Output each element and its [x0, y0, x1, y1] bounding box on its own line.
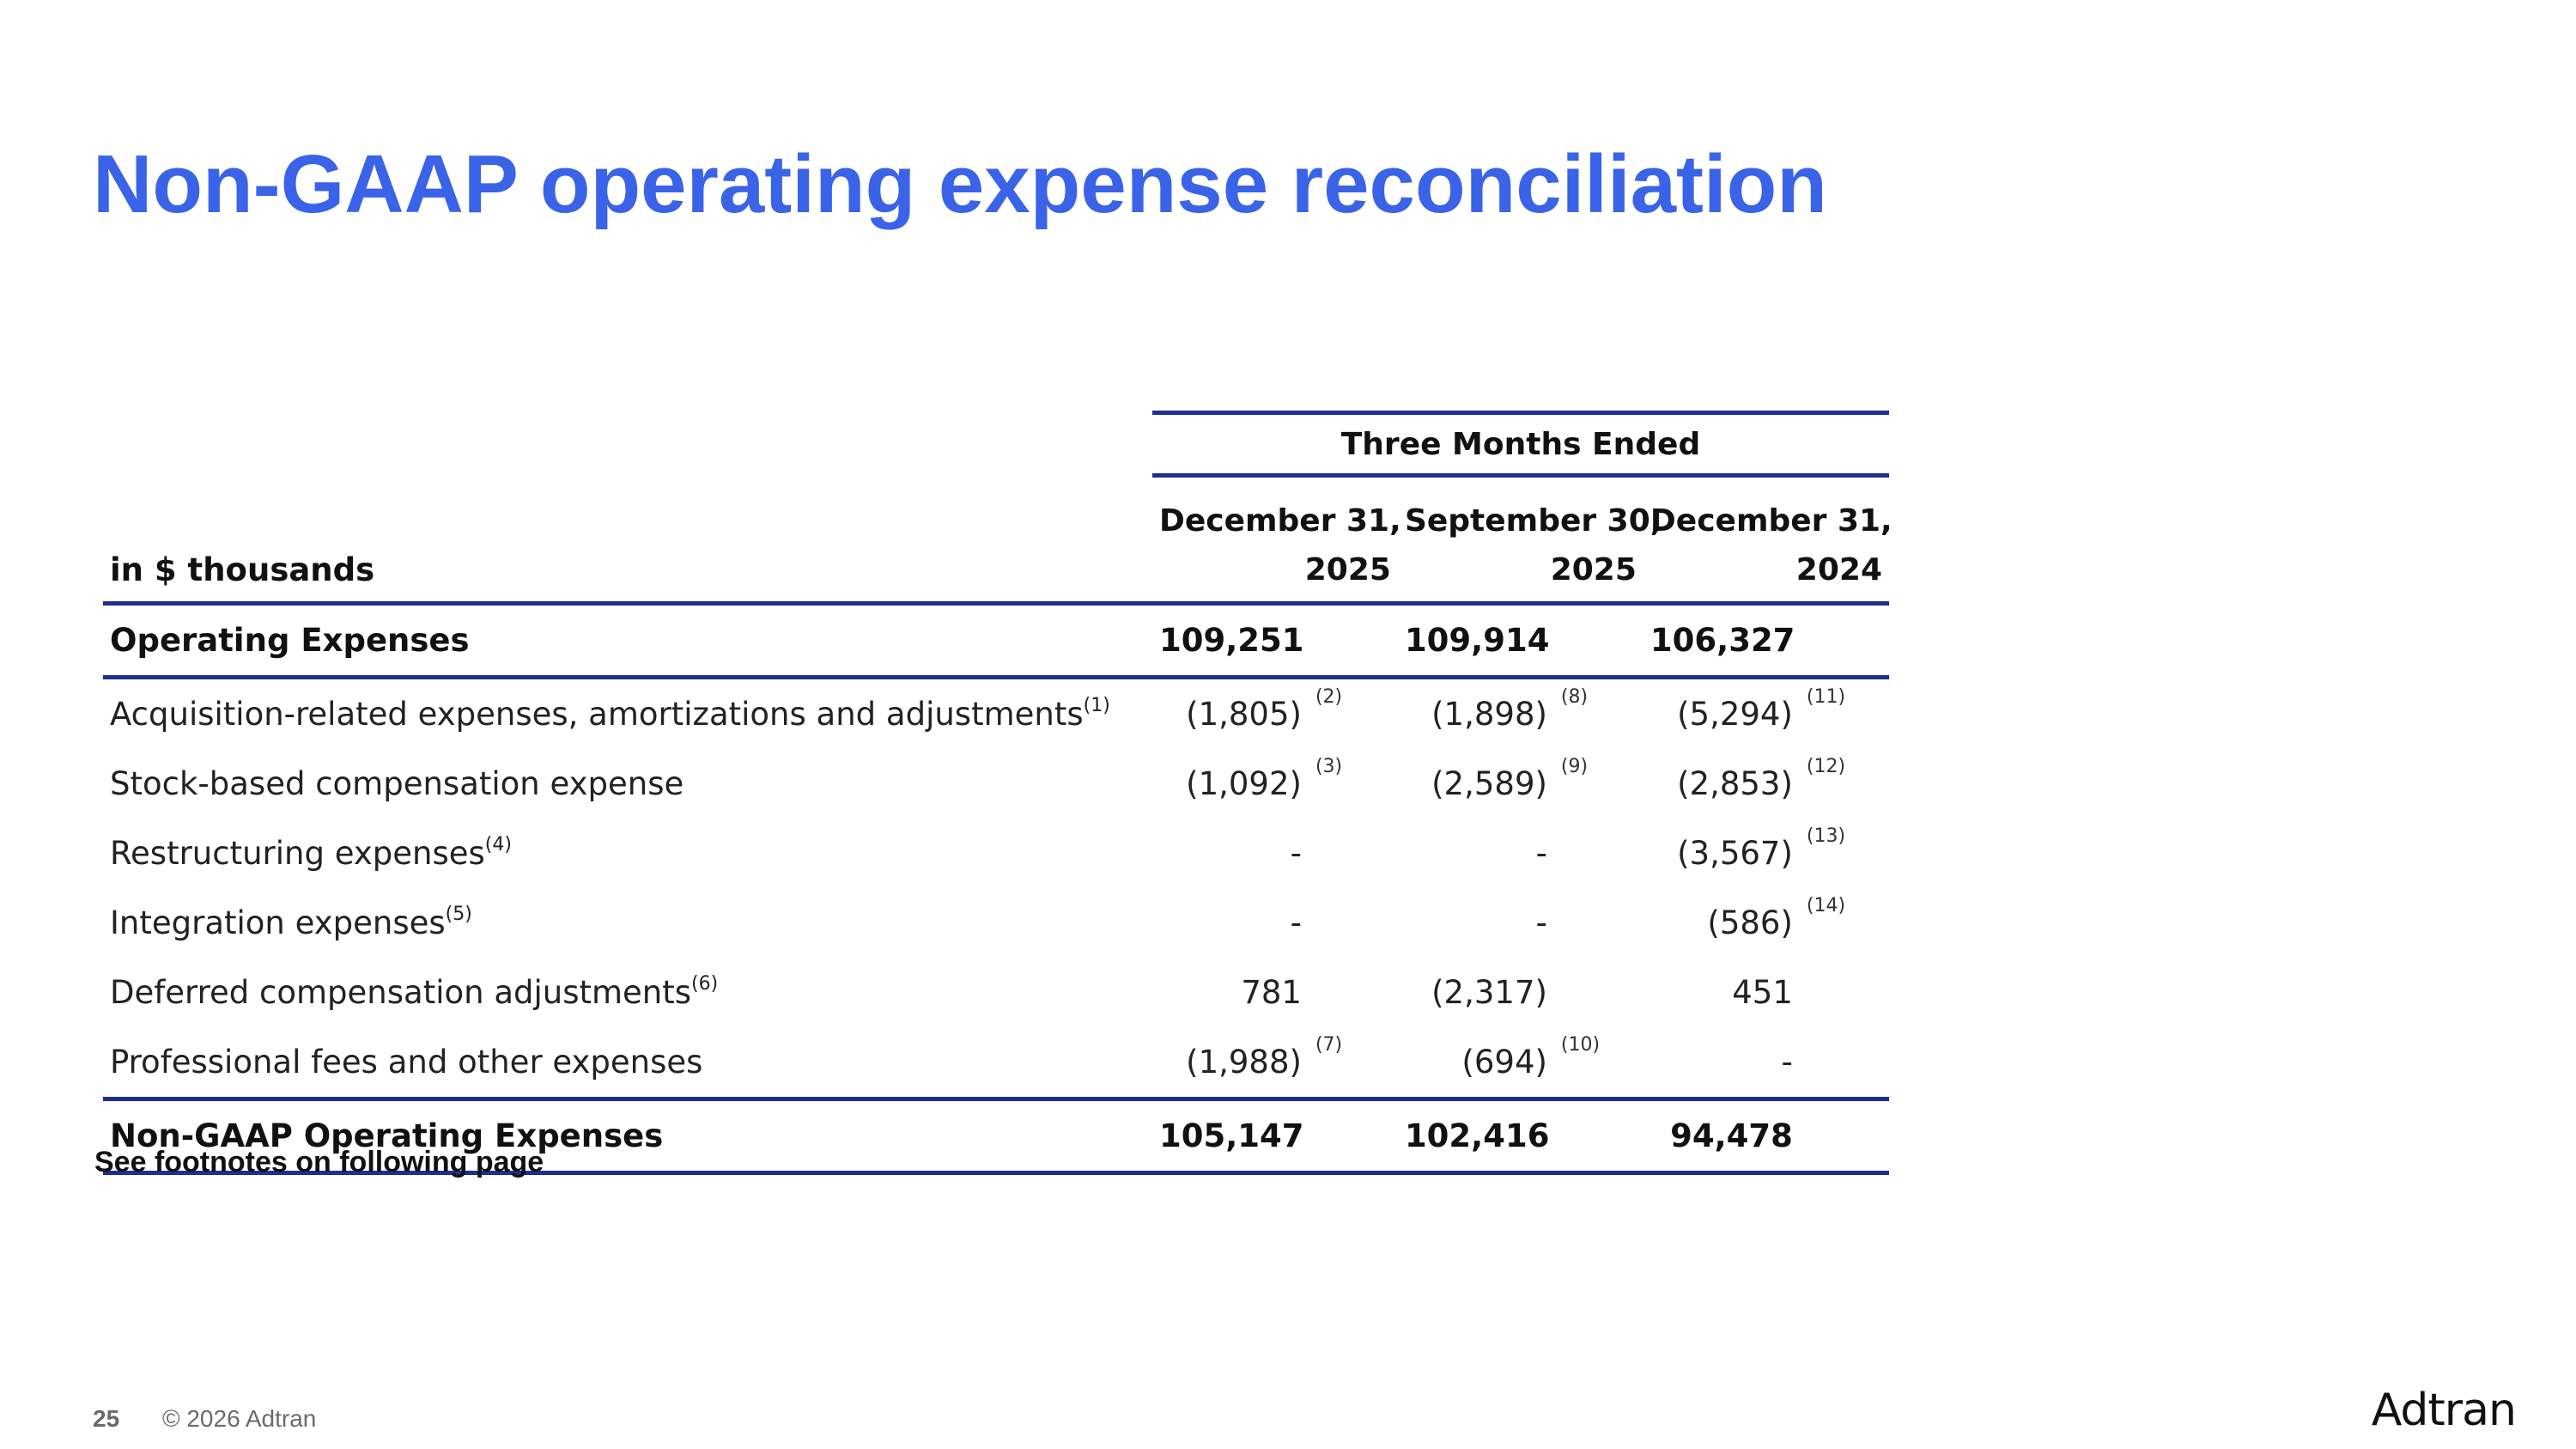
cell-value: (2,853) — [1677, 764, 1793, 802]
row-label: Operating Expenses — [103, 603, 1152, 677]
column-year-header: 2024 — [1643, 539, 1889, 604]
cell-value: - — [1290, 904, 1302, 941]
cell-value: 102,416 — [1398, 1099, 1554, 1172]
cell-value: (2,317) — [1431, 973, 1547, 1011]
cell-footnote — [1554, 958, 1643, 1027]
row-label: Acquisition-related expenses, amortizations and adjustments$^{(1)}$ — [110, 694, 1110, 733]
row-label: Stock-based compensation expense — [110, 764, 684, 802]
cell-footnote — [1309, 958, 1398, 1027]
label-footnote: (4) — [484, 833, 512, 855]
cell-footnote: (10) — [1560, 1033, 1601, 1056]
table-row — [103, 749, 1889, 819]
cell-value: (1,805) — [1186, 695, 1302, 733]
cell-footnote — [1309, 1099, 1398, 1172]
cell-footnote — [1309, 603, 1398, 677]
reconciliation-table — [103, 411, 1893, 1175]
cell-footnote: (11) — [1806, 685, 1846, 708]
cell-footnote: (3) — [1315, 755, 1343, 777]
cell-value: 781 — [1241, 973, 1302, 1011]
footnote-reference: See footnotes on following page — [94, 1146, 544, 1178]
column-date-header: December 31, — [1649, 502, 1893, 539]
table-row — [103, 1027, 1889, 1099]
page-number: 25 — [93, 1405, 120, 1432]
cell-value: 94,478 — [1643, 1099, 1800, 1172]
cell-footnote — [1800, 958, 1889, 1027]
table-row — [103, 888, 1889, 958]
cell-footnote: (2) — [1315, 685, 1343, 708]
cell-footnote: (14) — [1806, 894, 1846, 916]
column-year-header: 2025 — [1398, 539, 1643, 604]
cell-value: 109,251 — [1152, 603, 1309, 677]
cell-value: (1,898) — [1431, 695, 1547, 733]
period-header-row — [103, 413, 1889, 476]
cell-value: (1,092) — [1186, 764, 1302, 802]
cell-footnote — [1554, 1099, 1643, 1172]
column-date-header: December 31, — [1158, 502, 1401, 539]
column-year-header: 2025 — [1152, 539, 1398, 604]
table-row — [103, 958, 1889, 1027]
cell-value: 451 — [1732, 973, 1793, 1011]
table-row — [103, 819, 1889, 888]
cell-footnote: (12) — [1806, 755, 1846, 777]
cell-footnote — [1554, 888, 1643, 958]
table-row — [103, 677, 1889, 749]
cell-value: - — [1535, 834, 1547, 872]
label-footnote: (1) — [1083, 694, 1110, 716]
cell-value: - — [1781, 1043, 1793, 1081]
cell-footnote — [1309, 888, 1398, 958]
cell-footnote — [1800, 1099, 1889, 1172]
cell-footnote: (7) — [1315, 1033, 1343, 1056]
row-label: Non-GAAP Operating Expenses — [103, 1099, 1152, 1172]
year-header-row — [103, 539, 1889, 604]
cell-footnote: (8) — [1560, 685, 1589, 708]
slide-title: Non-GAAP operating expense reconciliation — [93, 138, 1827, 230]
cell-value: (1,988) — [1186, 1043, 1302, 1081]
units-label: in $ thousands — [103, 539, 1152, 604]
cell-footnote: (9) — [1560, 755, 1589, 777]
row-label: Restructuring expenses$^{(4)}$ — [110, 833, 512, 872]
label-footnote: (6) — [691, 972, 719, 995]
cell-value: (694) — [1461, 1043, 1547, 1081]
cell-footnote — [1554, 603, 1643, 677]
row-label: Professional fees and other expenses — [110, 1043, 703, 1081]
cell-value: 106,327 — [1643, 603, 1800, 677]
cell-footnote — [1800, 603, 1889, 677]
cell-value: - — [1290, 834, 1302, 872]
cell-value: - — [1535, 904, 1547, 941]
footer — [93, 1405, 316, 1433]
cell-value: 109,914 — [1398, 603, 1554, 677]
date-header-row — [103, 476, 1889, 539]
cell-value: (2,589) — [1431, 764, 1547, 802]
cell-footnote — [1554, 819, 1643, 888]
table-row — [103, 603, 1889, 677]
cell-value: 105,147 — [1152, 1099, 1309, 1172]
cell-footnote — [1800, 1027, 1889, 1099]
cell-value: (3,567) — [1677, 834, 1793, 872]
column-date-header: September 30, — [1404, 502, 1662, 539]
row-label: Integration expenses$^{(5)}$ — [110, 903, 472, 941]
period-header: Three Months Ended — [1152, 413, 1889, 476]
label-footnote: (5) — [445, 903, 472, 925]
adtran-logo: Adtran — [2371, 1385, 2516, 1436]
cell-value: (5,294) — [1677, 695, 1793, 733]
cell-footnote: (13) — [1806, 825, 1846, 847]
copyright: © 2026 Adtran — [161, 1405, 317, 1432]
cell-value: (586) — [1707, 904, 1793, 941]
cell-footnote — [1309, 819, 1398, 888]
row-label: Deferred compensation adjustments$^{(6)}$ — [110, 972, 719, 1011]
